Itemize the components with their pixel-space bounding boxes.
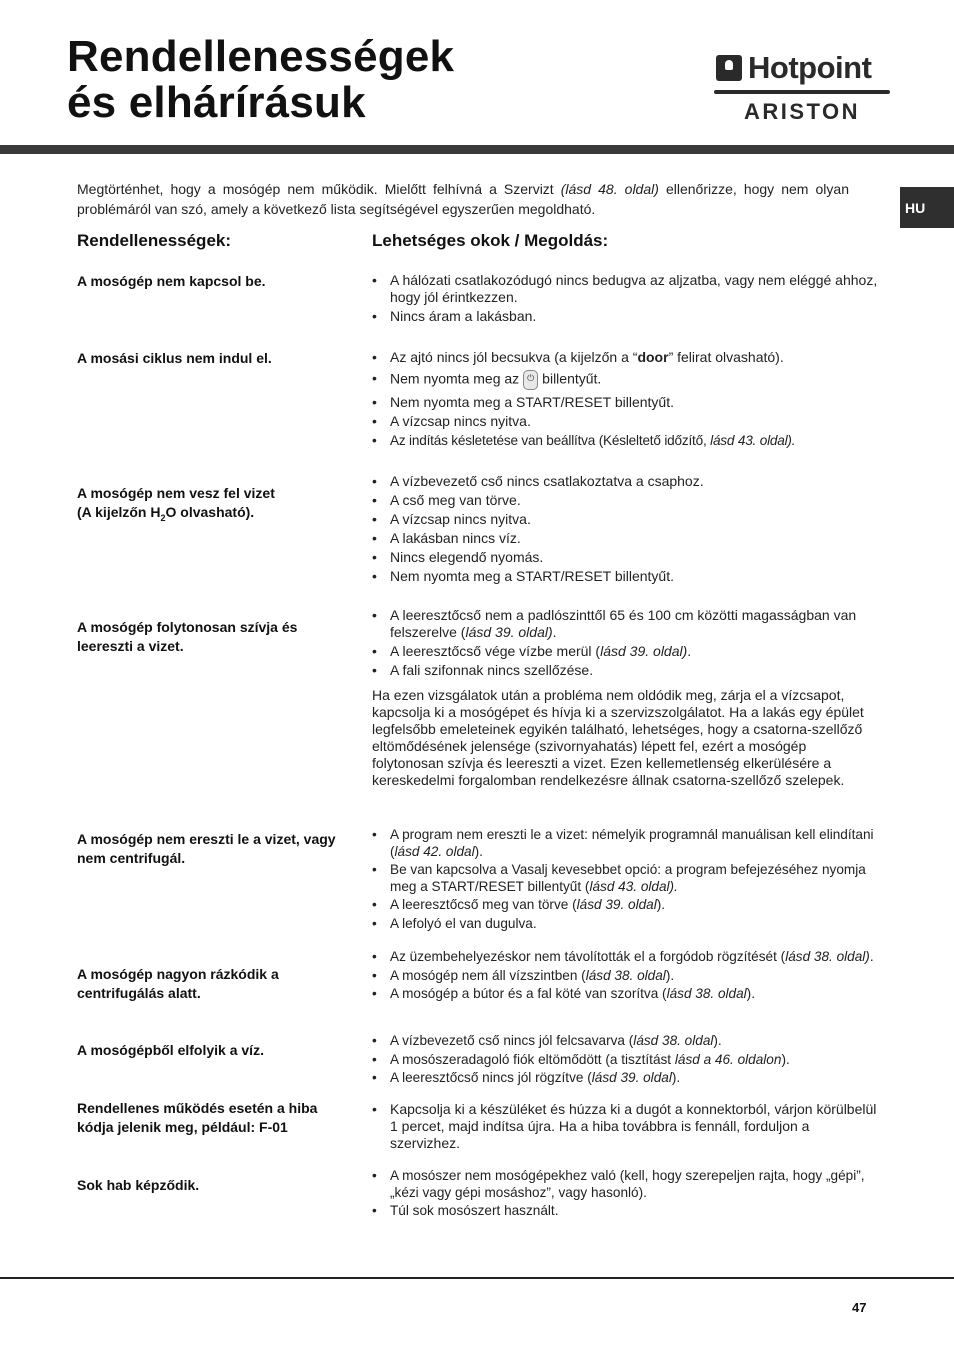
- cause-item: • A mosógép a bútor és a fal köté van szorítva (lásd 38. oldal).: [372, 986, 882, 1003]
- power-button-icon: [523, 370, 538, 390]
- cause-item: • A vízcsap nincs nyitva.: [372, 511, 882, 528]
- cause-list: [372, 473, 882, 587]
- intro-text-start: Megtörténhet, hogy a mosógép nem működik. Mielőtt felhívná a Szervizt: [77, 181, 561, 197]
- brand-logo: [714, 50, 890, 126]
- cause-item: • A vízcsap nincs nyitva.: [372, 413, 882, 430]
- cause-item: • Nincs áram a lakásban.: [372, 308, 882, 325]
- brand-subname: ARISTON: [743, 99, 861, 124]
- cause-item: • Az üzembehelyezéskor nem távolították el a forgódob rögzítését (lásd 38. oldal).: [372, 949, 882, 966]
- cause-item: • A leeresztőcső nem a padlószinttől 65 és 100 cm közötti magasságban van felszerelve (lásd 39. oldal).: [372, 607, 882, 641]
- footer-divider: [0, 1277, 954, 1279]
- brand-mark-icon: [716, 55, 742, 81]
- siphon-note-paragraph: Ha ezen vizsgálatok után a probléma nem oldódik meg, zárja el a vízcsapot, kapcsolja ki a mosógépet és hívja ki a szervizszolgálatot. Ha a lakás egy épület legfelsőbb emeleteinek egyikén található, lehetséges, hogy a csatorna-szellőző eltömődésének jelensége (szivornyahatás) lépett fel, ezért a mosógép folytonosan szívja és leereszti a vizet. Ezen kellemetlenség elkerülésére a kereskedelmi forgalomban rendelkezésre állnak csatorna-szellőző szelepek.: [372, 687, 864, 788]
- problem-item: A mosógép nem vesz fel vizet (A kijelzőn $H_2O$ olvasható).: [77, 485, 275, 523]
- page-title-line-2: és elhárírásuk: [67, 78, 366, 127]
- intro-paragraph: [77, 179, 849, 219]
- cause-item: • A vízbevezető cső nincs csatlakoztatva a csaphoz.: [372, 473, 882, 490]
- brand-divider: [714, 90, 890, 94]
- page-title-line-1: Rendellenességek: [67, 32, 455, 81]
- cause-item: • Nem nyomta meg az⏻ billentyűt.: [372, 370, 882, 390]
- header-divider-bar: [0, 145, 954, 154]
- intro-text-end: ellenőrizze, hogy nem olyan problémáról van szó, amely a következő lista segítségével egyszerűen megoldható.: [77, 181, 849, 217]
- problem-item: A mosógépből elfolyik a víz.: [77, 1042, 264, 1058]
- cause-item: • Nem nyomta meg a START/RESET billentyűt.: [372, 394, 882, 411]
- problem-item: A mosási ciklus nem indul el.: [77, 350, 272, 366]
- brand-name: Hotpoint: [748, 50, 872, 85]
- cause-list: [372, 827, 882, 934]
- cause-list: [372, 1101, 882, 1154]
- door-indicator-text: door: [637, 349, 669, 365]
- cause-item: • A fali szifonnak nincs szellőzése.: [372, 662, 882, 679]
- language-tab: HU: [900, 187, 954, 228]
- problem-item: A mosógép nem kapcsol be.: [77, 273, 266, 289]
- cause-list: [372, 607, 882, 681]
- cause-list: [372, 349, 882, 451]
- cause-item: • Az indítás késletetése van beállítva (Késleltető időzítő, lásd 43. oldal).: [372, 432, 882, 449]
- cause-list: [372, 1168, 882, 1222]
- cause-item: • Nincs elegendő nyomás.: [372, 549, 882, 566]
- cause-item: • A leeresztőcső vége vízbe merül (lásd 39. oldal).: [372, 643, 882, 660]
- cause-list: [372, 949, 882, 1005]
- problem-item: A mosógép folytonosan szívja és leereszti a vizet.: [77, 619, 298, 654]
- column-header-solutions: Lehetséges okok / Megoldás:: [372, 231, 609, 250]
- column-header-problems: Rendellenességek:: [77, 231, 232, 250]
- cause-item: • A program nem ereszti le a vizet: némelyik programnál manuálisan kell elindítani (lásd 42. oldal).: [372, 827, 882, 860]
- cause-item: • A mosógép nem áll vízszintben (lásd 38. oldal).: [372, 968, 882, 985]
- cause-item: • A mosószer nem mosógépekhez való (kell, hogy szerepeljen rajta, hogy „gépi”, „kézi vagy gépi mosáshoz”, vagy hasonló).: [372, 1168, 882, 1201]
- cause-item: • A vízbevezető cső nincs jól felcsavarva (lásd 38. oldal).: [372, 1033, 882, 1050]
- intro-page-reference: (lásd 48. oldal): [560, 181, 659, 197]
- cause-item: • A leeresztőcső meg van törve (lásd 39. oldal).: [372, 897, 882, 914]
- cause-item: • A hálózati csatlakozódugó nincs bedugva az aljzatba, vagy nem eléggé ahhoz, hogy jól érintkezzen.: [372, 272, 882, 306]
- cause-list: [372, 1033, 882, 1089]
- cause-list: [372, 272, 882, 327]
- problem-item: Rendellenes működés esetén a hiba kódja jelenik meg, például: F-01: [77, 1100, 318, 1135]
- cause-item: • A cső meg van törve.: [372, 492, 882, 509]
- cause-item: • A mosószeradagoló fiók eltömődött (a tisztítást lásd a 46. oldalon).: [372, 1052, 882, 1069]
- cause-item: • Be van kapcsolva a Vasalj kevesebbet opció: a program befejezéséhez nyomja meg a START/RESET billentyűt (lásd 43. oldal).: [372, 862, 882, 895]
- cause-item: • A lefolyó el van dugulva.: [372, 916, 882, 933]
- page-number: 47: [852, 1300, 867, 1315]
- cause-item: • A lakásban nincs víz.: [372, 530, 882, 547]
- problem-item: Sok hab képződik.: [77, 1177, 200, 1193]
- cause-item: • Kapcsolja ki a készüléket és húzza ki a dugót a konnektorból, várjon körülbelül 1 percet, majd indítsa újra. Ha a hiba továbbra is fennáll, forduljon a szervizhez.: [372, 1101, 882, 1152]
- cause-item: • Nem nyomta meg a START/RESET billentyűt.: [372, 568, 882, 585]
- page-title: [67, 34, 454, 126]
- problem-item: A mosógép nagyon rázkódik a centrifugálás alatt.: [77, 966, 279, 1001]
- problem-item: A mosógép nem ereszti le a vizet, vagy nem centrifugál.: [77, 831, 336, 866]
- cause-item: • A leeresztőcső nincs jól rögzítve (lásd 39. oldal).: [372, 1070, 882, 1087]
- cause-item: • Túl sok mosószert használt.: [372, 1203, 882, 1220]
- cause-item: • Az ajtó nincs jól becsukva (a kijelzőn a “door” felirat olvasható).: [372, 349, 882, 366]
